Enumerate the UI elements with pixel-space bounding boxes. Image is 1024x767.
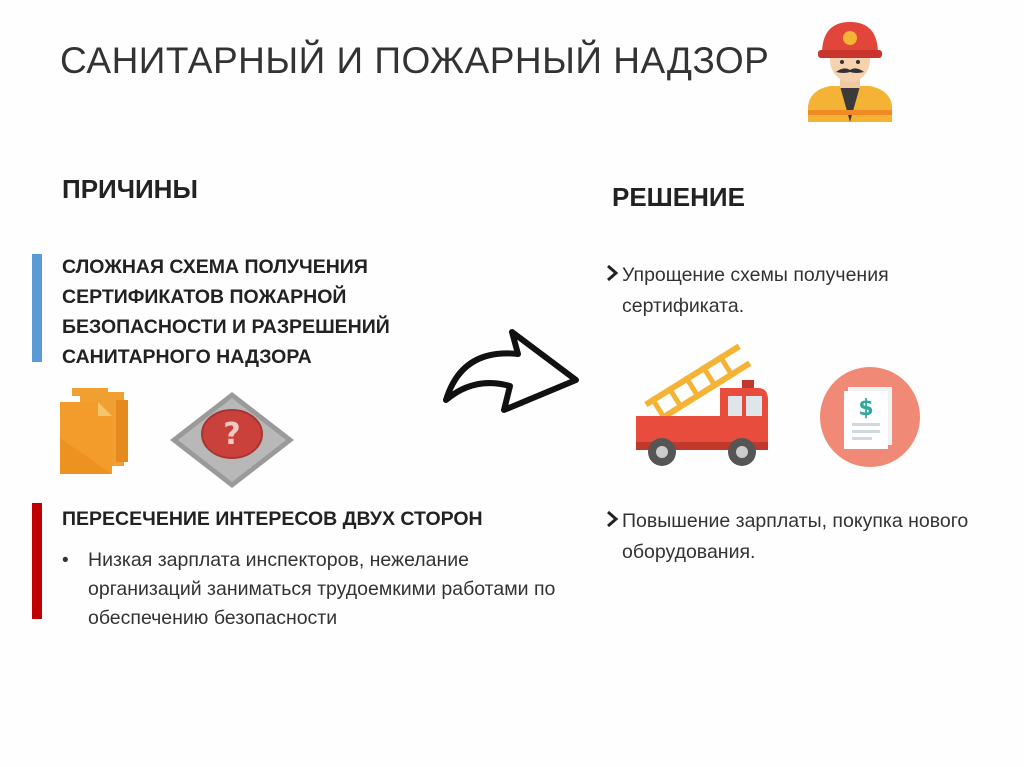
svg-text:?: ? [223, 417, 241, 452]
solution-item-text: Упрощение схемы получения сертификата. [622, 264, 889, 317]
list-item [62, 546, 562, 633]
bullet-dot-icon: • [62, 550, 69, 571]
solution-item [604, 506, 984, 568]
cause1-accent-bar [32, 254, 42, 362]
chevron-right-icon [604, 262, 620, 284]
svg-text:$: $ [858, 396, 874, 421]
solution-item [604, 260, 984, 322]
causes-heading: ПРИЧИНЫ [62, 174, 198, 204]
slide-title: САНИТАРНЫЙ И ПОЖАРНЫЙ НАДЗОР [60, 40, 770, 81]
curved-arrow-icon [440, 318, 585, 418]
firefighter-icon [800, 14, 900, 124]
invoice-dollar-icon [818, 365, 922, 469]
documents-icon [58, 386, 132, 476]
cause2-bullet-text: Низкая зарплата инспекторов, нежелание организаций заниматься трудоемкими работами по обеспечению безопасности [88, 549, 556, 629]
cause1-text: СЛОЖНАЯ СХЕМА ПОЛУЧЕНИЯ СЕРТИФИКАТОВ ПОЖАРНОЙ БЕЗОПАСНОСТИ И РАЗРЕШЕНИЙ САНИТАРНОГО НАДЗОРА [62, 256, 390, 368]
solution-heading: РЕШЕНИЕ [612, 182, 745, 212]
question-mark-icon [166, 388, 298, 492]
cause2-text: ПЕРЕСЕЧЕНИЕ ИНТЕРЕСОВ ДВУХ СТОРОН [62, 508, 483, 530]
cause2-bullet-list [62, 546, 562, 633]
cause2-accent-bar [32, 503, 42, 619]
solution-item-text: Повышение зарплаты, покупка нового оборудования. [622, 510, 969, 563]
chevron-right-icon [604, 508, 620, 530]
fire-truck-icon [632, 344, 774, 470]
